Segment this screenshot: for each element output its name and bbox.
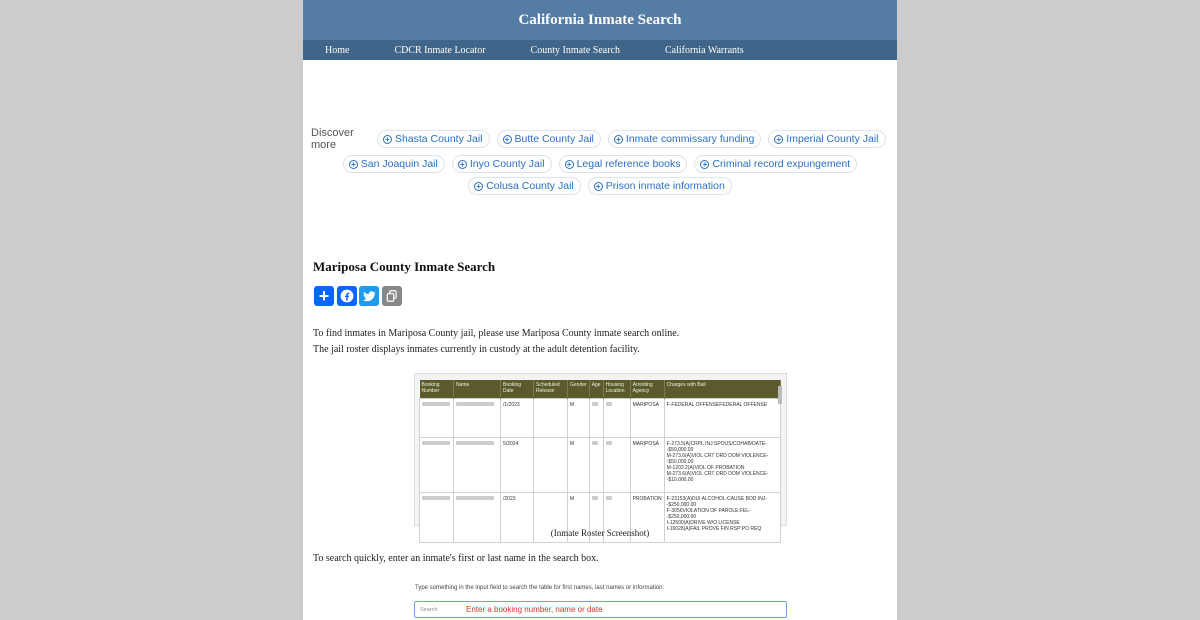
discover-chip[interactable] [377, 130, 490, 148]
inmate-roster-screenshot [414, 373, 787, 532]
nav-cdcr-inmate-locator[interactable]: CDCR Inmate Locator [394, 44, 486, 56]
col-age: Age [589, 380, 603, 398]
redacted-text [606, 496, 612, 500]
search-box [414, 601, 787, 618]
search-help-text: Type something in the input field to search the table for first names, last names or information: [415, 585, 665, 591]
roster-table [419, 380, 781, 543]
chip-label: Inmate commissary funding [625, 133, 755, 145]
facebook-icon [340, 289, 354, 303]
plus-circle-icon: + [614, 135, 623, 144]
col-charges: Charges with Bail [664, 380, 780, 398]
redacted-text [606, 402, 612, 406]
plus-circle-icon: + [474, 182, 483, 191]
chip-label: Legal reference books [576, 158, 681, 170]
main-nav [303, 40, 897, 60]
arresting-agency: PROBATION [630, 492, 664, 542]
plus-circle-icon: + [503, 135, 512, 144]
chip-label: Inyo County Jail [469, 158, 545, 170]
charges [664, 398, 780, 437]
col-name: Name [454, 380, 501, 398]
plus-circle-icon: + [458, 160, 467, 169]
charge-line: M-1203.2(A)VIOL OF PROBATION [666, 464, 745, 471]
chip-label: Shasta County Jail [394, 133, 483, 145]
charge-line: I-12500(A)DRIVE W/O LICENSE [666, 519, 740, 526]
chip-label: San Joaquin Jail [360, 158, 438, 170]
search-instruction: To search quickly, enter an inmate's first or last name in the search box. [313, 553, 599, 564]
share-facebook-button[interactable] [337, 286, 357, 306]
redacted-text [456, 402, 494, 406]
arresting-agency: MARIPOSA [630, 437, 664, 492]
chip-label: Imperial County Jail [786, 133, 879, 145]
redacted-text [456, 441, 494, 445]
redacted-text [592, 496, 598, 500]
col-gender: Gender [568, 380, 590, 398]
charge-line: I-16028(A)FAIL PROVE FIN RSP:PO REQ [666, 525, 762, 532]
table-row [420, 398, 781, 437]
col-booking-date: Booking Date [501, 380, 534, 398]
col-housing-location: Housing Location [603, 380, 630, 398]
discover-chip[interactable] [608, 130, 761, 148]
plus-circle-icon: + [594, 182, 603, 191]
page-title: Mariposa County Inmate Search [313, 259, 496, 274]
screenshot-caption: (Inmate Roster Screenshot) [550, 528, 650, 538]
charge-line: M-273.6(A)VIOL CRT ORD DOM VIOLENCE--$50,000.00 [666, 452, 769, 465]
share-twitter-button[interactable] [359, 286, 379, 306]
charge-line: F-23153(A)DUI ALCOHOL:CAUSE BOD INJ--$250,000.00 [666, 495, 767, 508]
discover-chip[interactable] [452, 155, 552, 173]
booking-date: /1/2023 [501, 398, 534, 437]
discover-chip[interactable] [497, 130, 601, 148]
discover-chip[interactable] [468, 177, 581, 195]
gender: M [568, 492, 590, 542]
discover-label: Discover more [311, 127, 354, 151]
redacted-text [456, 496, 494, 500]
discover-row [311, 127, 889, 151]
booking-date: 5/2024 [501, 437, 534, 492]
page-content [303, 0, 897, 620]
gender: M [568, 437, 590, 492]
twitter-icon [362, 289, 376, 303]
discover-chip[interactable] [559, 155, 688, 173]
chip-label: Prison inmate information [605, 180, 725, 192]
plus-circle-icon: + [383, 135, 392, 144]
link-icon [385, 289, 399, 303]
intro-line-1: To find inmates in Mariposa County jail, please use Mariposa County inmate search online. [313, 328, 680, 339]
chip-label: Butte County Jail [514, 133, 594, 145]
redacted-text [592, 402, 598, 406]
nav-county-inmate-search[interactable]: County Inmate Search [530, 44, 620, 56]
plus-icon: + [318, 286, 330, 306]
charge-line: F-FEDERAL OFFENSEFEDERAL OFFENSE [666, 401, 768, 408]
roster-header-row [420, 380, 781, 398]
charge-line: M-273.6(A)VIOL CRT ORD DOM VIOLENCE--$10,000.00 [666, 470, 769, 483]
discover-row [311, 155, 889, 173]
charges [664, 437, 780, 492]
nav-home[interactable]: Home [325, 44, 350, 56]
discover-row [311, 177, 889, 195]
chip-label: Criminal record expungement [712, 158, 851, 170]
share-add-button[interactable] [314, 286, 334, 306]
gender: M [568, 398, 590, 437]
charge-line: F-3056VIOLATION OF PAROLE:FEL--$250,000.00 [666, 507, 751, 520]
search-input[interactable] [466, 605, 786, 614]
discover-chip[interactable] [694, 155, 857, 173]
redacted-text [422, 496, 450, 500]
col-booking-number: Booking Number [420, 380, 454, 398]
redacted-text [422, 441, 450, 445]
discover-more [303, 127, 897, 199]
redacted-text [592, 441, 598, 445]
search-label: Search [420, 606, 438, 613]
redacted-text [422, 402, 450, 406]
table-row [420, 437, 781, 492]
plus-circle-icon: + [700, 160, 709, 169]
arresting-agency: MARIPOSA [630, 398, 664, 437]
discover-chip[interactable] [343, 155, 445, 173]
intro-line-2: The jail roster displays inmates currently in custody at the adult detention facility. [313, 344, 640, 355]
plus-circle-icon: + [774, 135, 783, 144]
charge-line: F-273.5(A)CRPL INJ:SPOUS/COHAB/DATE--$50,000.00 [666, 440, 767, 453]
plus-circle-icon: + [565, 160, 574, 169]
redacted-text [606, 441, 612, 445]
nav-california-warrants[interactable]: California Warrants [664, 44, 744, 56]
discover-chip[interactable] [588, 177, 732, 195]
plus-circle-icon: + [349, 160, 358, 169]
site-header [303, 0, 897, 40]
chip-label: Colusa County Jail [486, 180, 574, 192]
col-scheduled-release: Scheduled Release [534, 380, 568, 398]
share-buttons [314, 286, 402, 306]
discover-chip[interactable] [768, 130, 885, 148]
col-arresting-agency: Arresting Agency [630, 380, 664, 398]
site-title[interactable]: California Inmate Search [518, 12, 682, 28]
roster-scrollbar [778, 386, 782, 404]
share-copy-link-button[interactable] [382, 286, 402, 306]
booking-date: /2023 [501, 492, 534, 542]
